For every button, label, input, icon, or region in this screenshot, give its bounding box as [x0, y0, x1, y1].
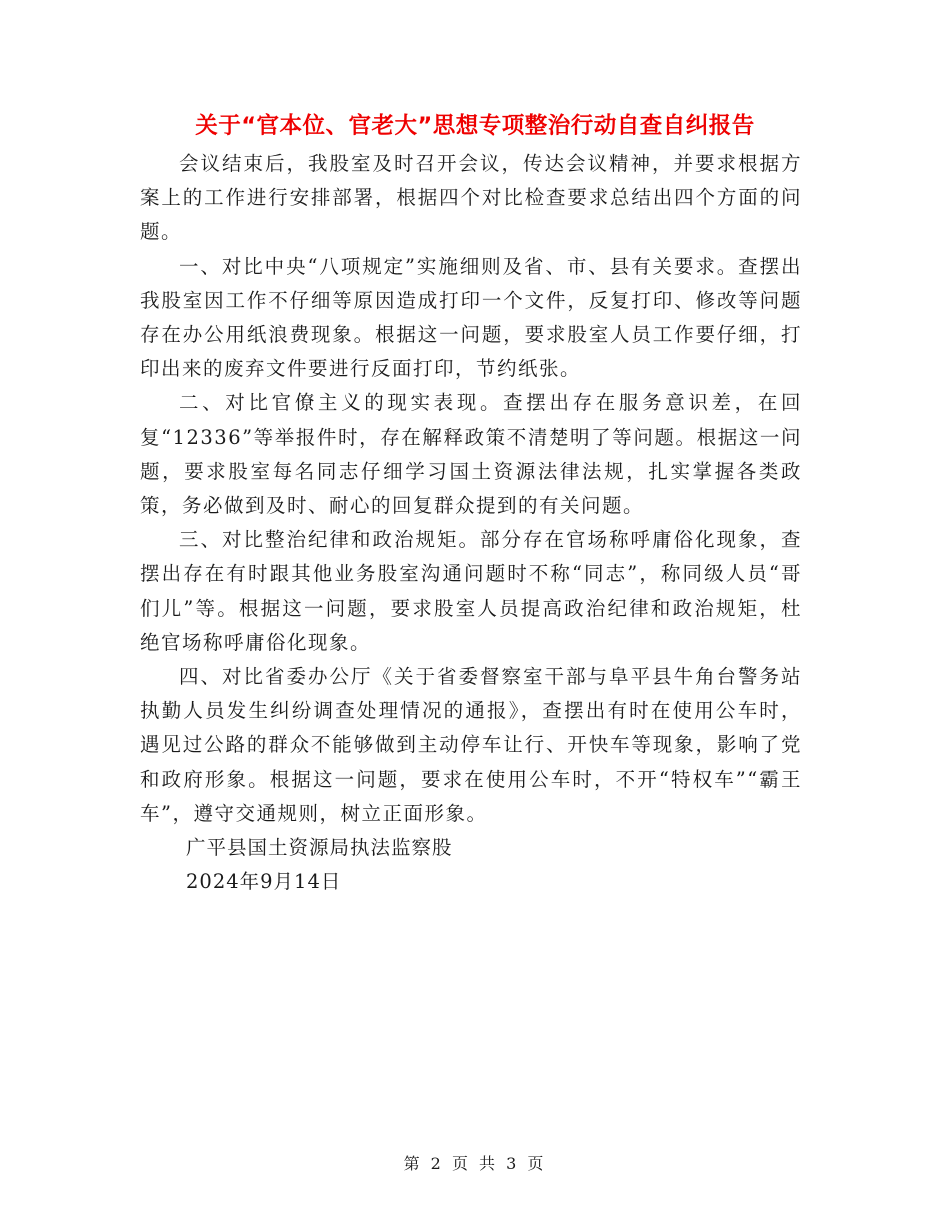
signature-organization: 广平县国土资源局执法监察股 — [186, 836, 453, 860]
paragraph-item-4: 四、对比省委办公厅《关于省委督察室干部与阜平县牛角台警务站执勤人员发生纠纷调查处理情况的通报》，查摆出有时在使用公车时，遇见过公路的群众不能够做到主动停车让行、开快车等现象，影响了党和政府形象。根据这一问题，要求在使用公车时，不开“特权车”“霸王车”，遵守交通规则，树立正面形象。 — [140, 665, 802, 825]
paragraph-intro: 会议结束后，我股室及时召开会议，传达会议精神，并要求根据方案上的工作进行安排部署，根据四个对比检查要求总结出四个方面的问题。 — [140, 152, 802, 244]
paragraph-item-2: 二、对比官僚主义的现实表现。查摆出存在服务意识差，在回复“12336”等举报件时，存在解释政策不清楚明了等问题。根据这一问题，要求股室每名同志仔细学习国土资源法律法规，扎实掌握各类政策，务必做到及时、耐心的回复群众提到的有关问题。 — [140, 391, 802, 518]
document-title: 关于“官本位、官老大”思想专项整治行动自查自纠报告 — [195, 113, 755, 139]
paragraph-item-3: 三、对比整治纪律和政治规矩。部分存在官场称呼庸俗化现象，查摆出存在有时跟其他业务股室沟通问题时不称“同志”，称同级人员“哥们儿”等。根据这一问题，要求股室人员提高政治纪律和政治规矩，杜绝官场称呼庸俗化现象。 — [140, 528, 802, 654]
document-body — [140, 147, 802, 899]
page-number-footer: 第 2 页 共 3 页 — [403, 1154, 547, 1173]
signature-date: 2024年9月14日 — [186, 870, 342, 894]
paragraph-item-1: 一、对比中央“八项规定”实施细则及省、市、县有关要求。查摆出我股室因工作不仔细等原因造成打印一个文件，反复打印、修改等问题存在办公用纸浪费现象。根据这一问题，要求股室人员工作要仔细，打印出来的废弃文件要进行反面打印，节约纸张。 — [140, 254, 802, 381]
